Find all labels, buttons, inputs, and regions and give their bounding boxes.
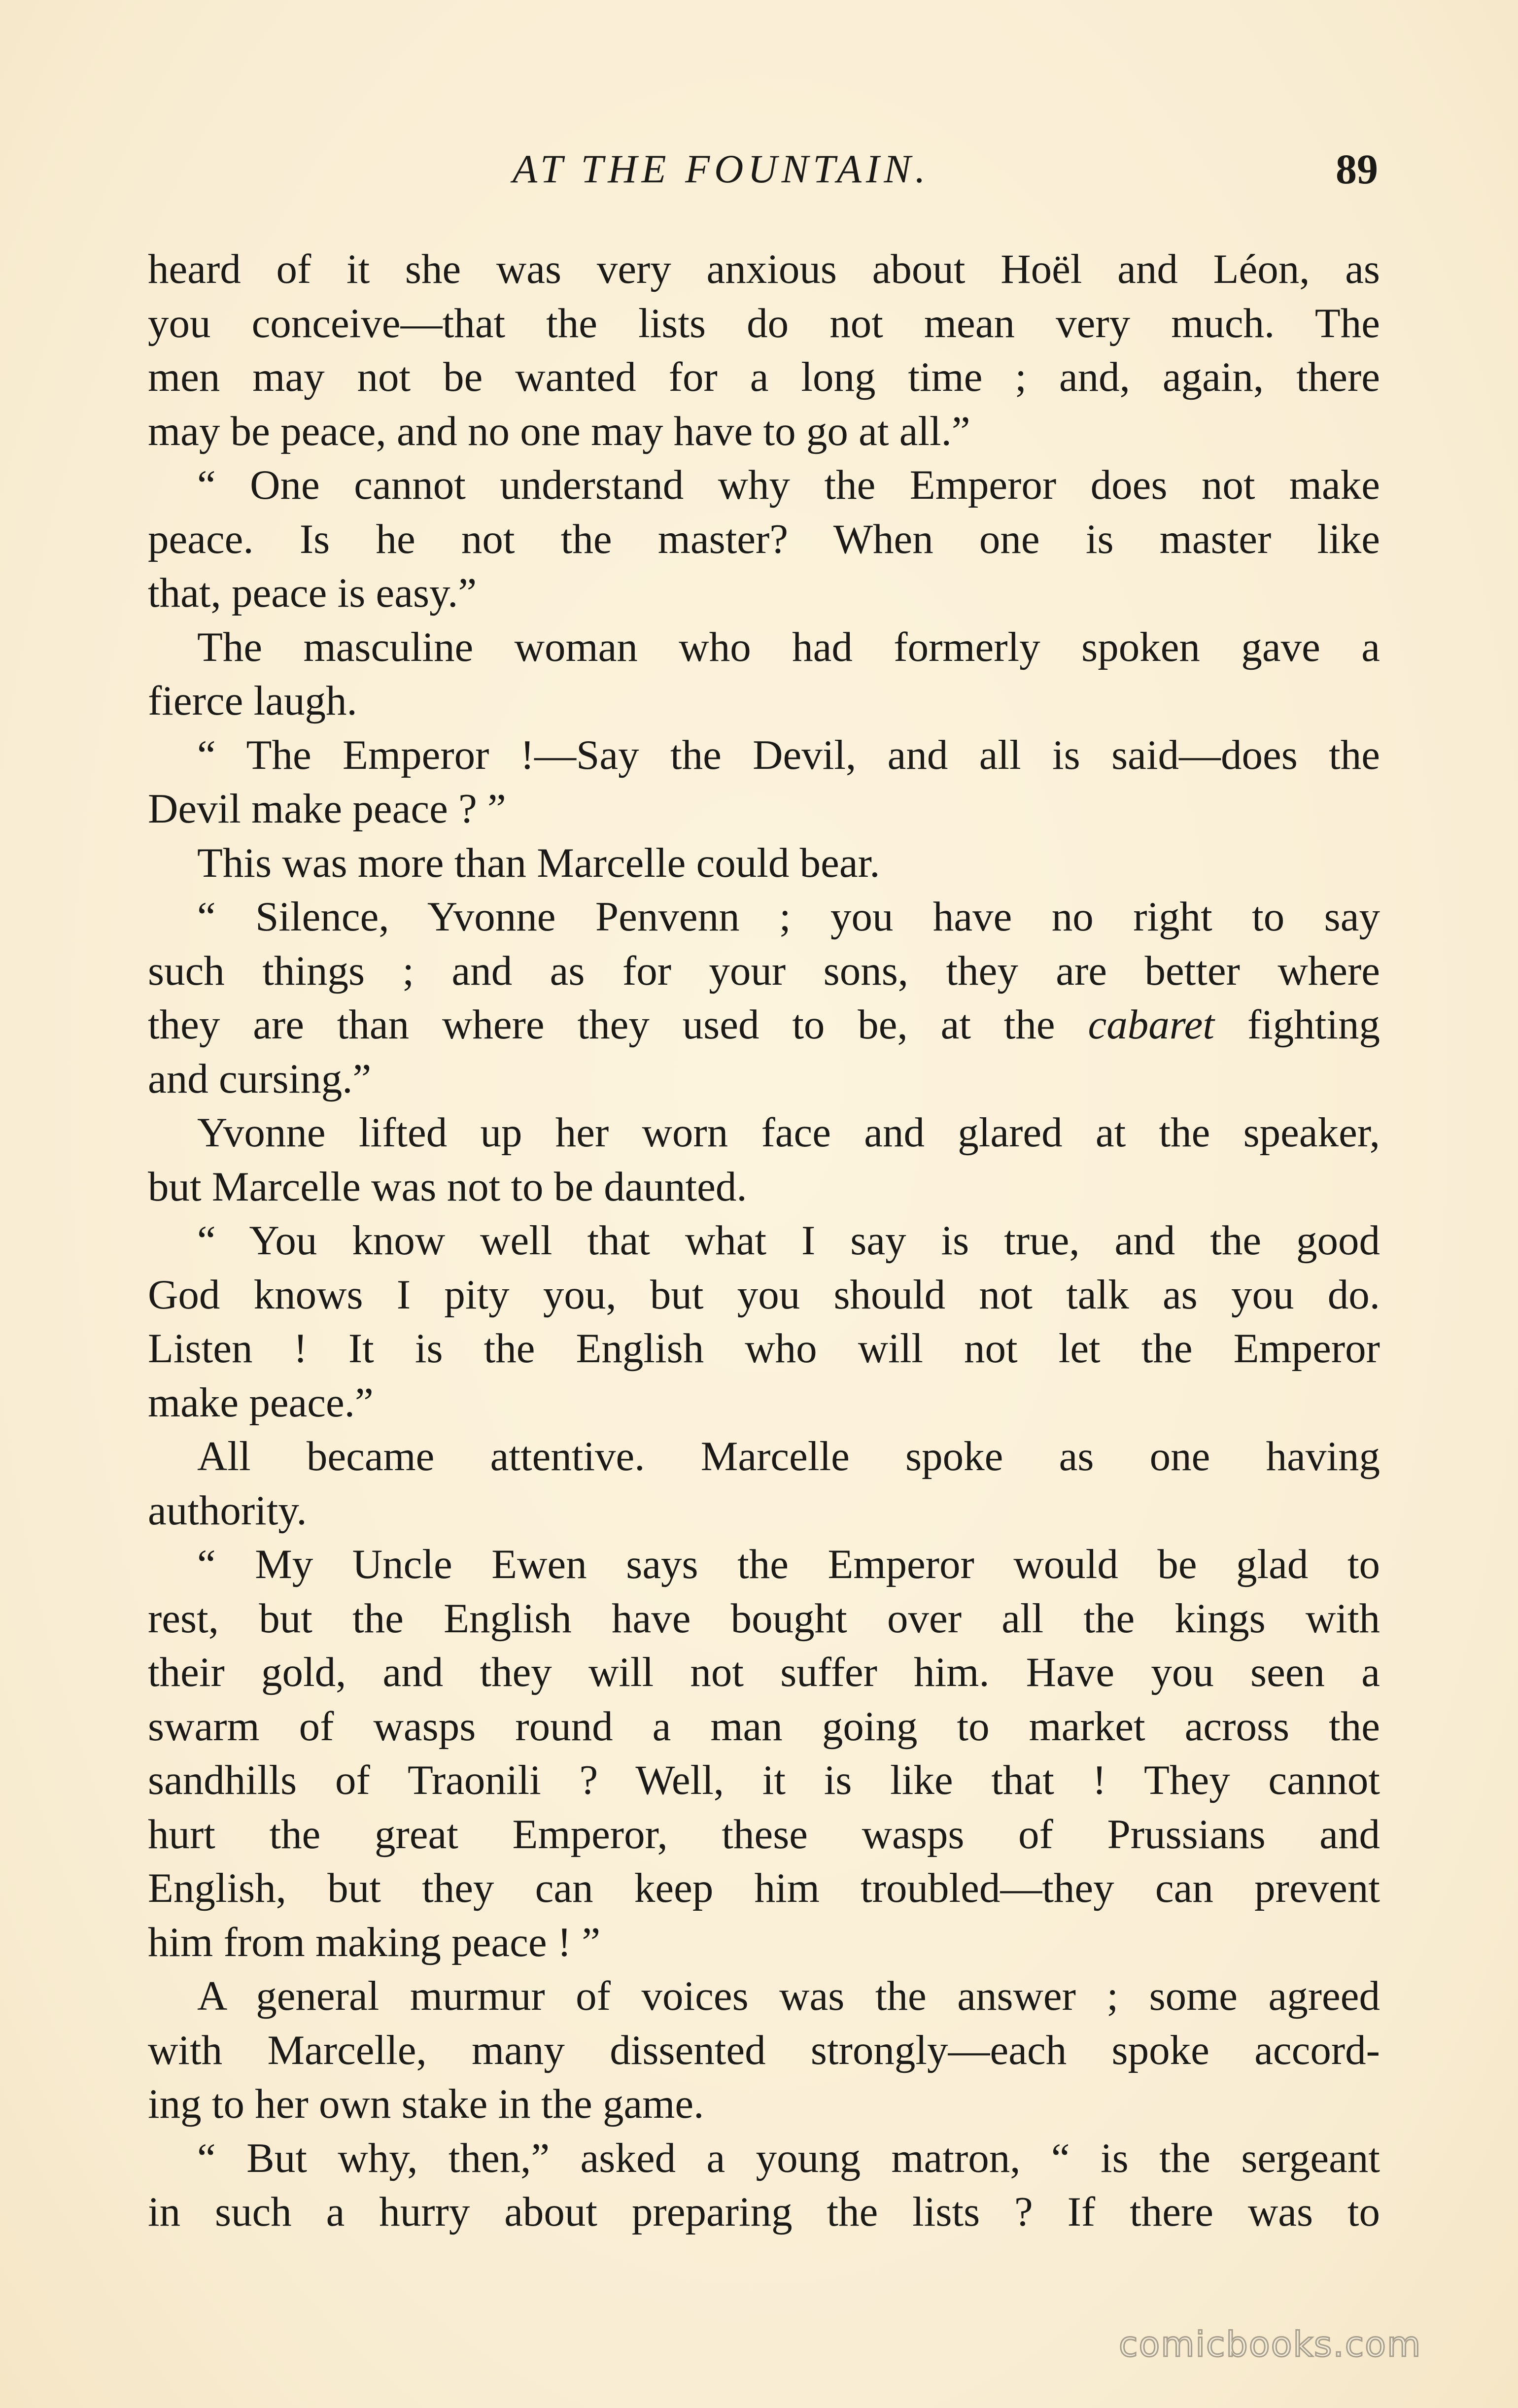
text-line: hurt the great Emperor, these wasps of Prussians and — [148, 1811, 1380, 1858]
text-line: in such a hurry about preparing the lists ? If there was to — [148, 2189, 1380, 2235]
text-line: “ My Uncle Ewen says the Emperor would be glad to — [197, 1541, 1380, 1587]
text-line: The masculine woman who had formerly spoken gave a — [197, 623, 1380, 670]
text-line: they are than where they used to be, at the cabaret fighting — [148, 1001, 1380, 1048]
running-title: AT THE FOUNTAIN. — [513, 146, 930, 191]
text-line: “ But why, then,” asked a young matron, “ is the sergeant — [197, 2134, 1380, 2181]
text-line: “ One cannot understand why the Emperor does not make — [197, 462, 1380, 508]
text-line: All became attentive. Marcelle spoke as one having — [197, 1433, 1380, 1479]
text-line: peace. Is he not the master? When one is master like — [148, 516, 1380, 562]
text-line: This was more than Marcelle could bear. — [197, 839, 880, 886]
text-line: Devil make peace ? ” — [148, 786, 506, 832]
text-line: men may not be wanted for a long time ; and, again, there — [148, 354, 1380, 400]
italic-word: cabaret — [1088, 1001, 1214, 1048]
text-line: Listen ! It is the English who will not let the Emperor — [148, 1325, 1380, 1372]
watermark: comicbooks.com — [1119, 2324, 1422, 2365]
text-line: with Marcelle, many dissented strongly—each spoke accord- — [148, 2027, 1380, 2073]
text-line: heard of it she was very anxious about Hoël and Léon, as — [148, 246, 1380, 292]
running-head — [0, 142, 1518, 196]
text-line: English, but they can keep him troubled—they can prevent — [148, 1865, 1380, 1911]
text-line: authority. — [148, 1487, 307, 1534]
text-line: that, peace is easy.” — [148, 570, 477, 616]
text-line: make peace.” — [148, 1379, 374, 1426]
text-line: Yvonne lifted up her worn face and glared at the speaker, — [197, 1109, 1380, 1156]
text-line: rest, but the English have bought over all the kings with — [148, 1595, 1380, 1642]
text-line: but Marcelle was not to be daunted. — [148, 1163, 747, 1210]
text-line: swarm of wasps round a man going to market across the — [148, 1703, 1380, 1750]
text-line: sandhills of Traonili ? Well, it is like that ! They cannot — [148, 1757, 1380, 1803]
page-number: 89 — [1336, 145, 1378, 193]
text-line: their gold, and they will not suffer him. Have you seen a — [148, 1649, 1380, 1695]
text-line: fierce laugh. — [148, 678, 357, 724]
text-line: and cursing.” — [148, 1055, 372, 1102]
text-line: God knows I pity you, but you should not talk as you do. — [148, 1271, 1380, 1318]
text-line: him from making peace ! ” — [148, 1919, 601, 1965]
text-line: “ The Emperor !—Say the Devil, and all is said—does the — [197, 731, 1380, 778]
text-line: “ Silence, Yvonne Penvenn ; you have no right to say — [197, 894, 1380, 940]
text-line: may be peace, and no one may have to go at all.” — [148, 408, 970, 454]
text-line: such things ; and as for your sons, they are better where — [148, 947, 1380, 994]
text-line: you conceive—that the lists do not mean very much. The — [148, 300, 1380, 346]
body-text — [148, 242, 1380, 2239]
text-line: “ You know well that what I say is true, and the good — [197, 1217, 1380, 1264]
text-line: ing to her own stake in the game. — [148, 2081, 704, 2127]
text-line: A general murmur of voices was the answer ; some agreed — [197, 1973, 1380, 2019]
